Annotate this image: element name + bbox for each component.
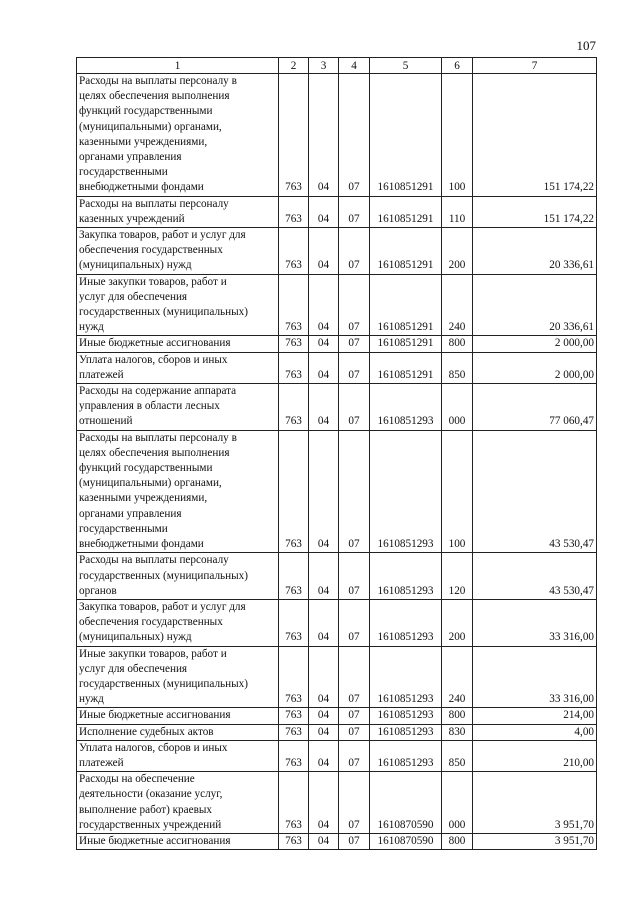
- expense-type-cell: 200: [442, 228, 473, 275]
- subsection-cell: 07: [339, 352, 370, 383]
- subsection-cell: 07: [339, 336, 370, 352]
- target-article-cell: 1610851291: [370, 74, 442, 197]
- ministry-code-cell: 763: [279, 599, 309, 646]
- target-article-cell: 1610851291: [370, 336, 442, 352]
- amount-cell: 33 316,00: [473, 646, 597, 708]
- expense-type-cell: 120: [442, 553, 473, 600]
- table-row: [77, 599, 597, 646]
- target-article-cell: 1610851293: [370, 553, 442, 600]
- expense-type-cell: 850: [442, 352, 473, 383]
- subsection-cell: 07: [339, 74, 370, 197]
- section-cell: 04: [309, 833, 339, 849]
- amount-cell: 33 316,00: [473, 599, 597, 646]
- subsection-cell: 07: [339, 708, 370, 724]
- column-header: 7: [473, 58, 597, 74]
- table-row: [77, 274, 597, 336]
- subsection-cell: 07: [339, 772, 370, 834]
- ministry-code-cell: 763: [279, 708, 309, 724]
- ministry-code-cell: 763: [279, 833, 309, 849]
- expense-type-cell: 200: [442, 599, 473, 646]
- expense-type-cell: 830: [442, 724, 473, 740]
- target-article-cell: 1610851293: [370, 740, 442, 771]
- subsection-cell: 07: [339, 599, 370, 646]
- description-cell: Исполнение судебных актов: [77, 724, 279, 740]
- expense-type-cell: 110: [442, 196, 473, 227]
- target-article-cell: 1610851293: [370, 724, 442, 740]
- description-cell: Иные бюджетные ассигнования: [77, 708, 279, 724]
- ministry-code-cell: 763: [279, 724, 309, 740]
- description-cell: Иные закупки товаров, работ и услуг для обеспечения государственных (муниципальных) нужд: [77, 646, 279, 708]
- section-cell: 04: [309, 772, 339, 834]
- section-cell: 04: [309, 646, 339, 708]
- description-cell: Иные закупки товаров, работ и услуг для обеспечения государственных (муниципальных) нужд: [77, 274, 279, 336]
- amount-cell: 3 951,70: [473, 772, 597, 834]
- amount-cell: 43 530,47: [473, 553, 597, 600]
- description-cell: Расходы на выплаты персоналу государственных (муниципальных) органов: [77, 553, 279, 600]
- table-row: [77, 384, 597, 431]
- table-row: [77, 833, 597, 849]
- amount-cell: 20 336,61: [473, 228, 597, 275]
- expense-type-cell: 850: [442, 740, 473, 771]
- description-cell: Закупка товаров, работ и услуг для обеспечения государственных (муниципальных) нужд: [77, 228, 279, 275]
- table-header-row: [77, 58, 597, 74]
- target-article-cell: 1610851293: [370, 646, 442, 708]
- column-header: 2: [279, 58, 309, 74]
- section-cell: 04: [309, 74, 339, 197]
- section-cell: 04: [309, 724, 339, 740]
- subsection-cell: 07: [339, 724, 370, 740]
- amount-cell: 210,00: [473, 740, 597, 771]
- expense-type-cell: 240: [442, 274, 473, 336]
- amount-cell: 151 174,22: [473, 196, 597, 227]
- amount-cell: 3 951,70: [473, 833, 597, 849]
- expense-type-cell: 800: [442, 708, 473, 724]
- subsection-cell: 07: [339, 553, 370, 600]
- table-row: [77, 430, 597, 553]
- table-row: [77, 196, 597, 227]
- expense-type-cell: 100: [442, 74, 473, 197]
- ministry-code-cell: 763: [279, 740, 309, 771]
- table-row: [77, 336, 597, 352]
- target-article-cell: 1610851291: [370, 274, 442, 336]
- description-cell: Иные бюджетные ассигнования: [77, 833, 279, 849]
- expense-type-cell: 240: [442, 646, 473, 708]
- amount-cell: 2 000,00: [473, 336, 597, 352]
- expense-type-cell: 000: [442, 772, 473, 834]
- table-row: [77, 646, 597, 708]
- ministry-code-cell: 763: [279, 384, 309, 431]
- table-row: [77, 772, 597, 834]
- column-header: 5: [370, 58, 442, 74]
- target-article-cell: 1610851291: [370, 352, 442, 383]
- description-cell: Расходы на выплаты персоналу в целях обеспечения выполнения функций государственными (муниципальными) органами, казенными учреждениями, органами управления государственными внебюджетными фондами: [77, 430, 279, 553]
- target-article-cell: 1610851293: [370, 599, 442, 646]
- section-cell: 04: [309, 228, 339, 275]
- target-article-cell: 1610870590: [370, 833, 442, 849]
- ministry-code-cell: 763: [279, 274, 309, 336]
- expense-type-cell: 800: [442, 336, 473, 352]
- section-cell: 04: [309, 336, 339, 352]
- amount-cell: 43 530,47: [473, 430, 597, 553]
- table-row: [77, 708, 597, 724]
- section-cell: 04: [309, 599, 339, 646]
- amount-cell: 2 000,00: [473, 352, 597, 383]
- section-cell: 04: [309, 430, 339, 553]
- section-cell: 04: [309, 274, 339, 336]
- subsection-cell: 07: [339, 646, 370, 708]
- description-cell: Уплата налогов, сборов и иных платежей: [77, 740, 279, 771]
- table-row: [77, 740, 597, 771]
- ministry-code-cell: 763: [279, 228, 309, 275]
- subsection-cell: 07: [339, 274, 370, 336]
- expense-type-cell: 000: [442, 384, 473, 431]
- ministry-code-cell: 763: [279, 352, 309, 383]
- subsection-cell: 07: [339, 833, 370, 849]
- section-cell: 04: [309, 708, 339, 724]
- subsection-cell: 07: [339, 384, 370, 431]
- amount-cell: 151 174,22: [473, 74, 597, 197]
- description-cell: Расходы на выплаты персоналу в целях обеспечения выполнения функций государственными (муниципальными) органами, казенными учреждениями, органами управления государственными внебюджетными фондами: [77, 74, 279, 197]
- expense-type-cell: 100: [442, 430, 473, 553]
- target-article-cell: 1610851293: [370, 384, 442, 431]
- column-header: 1: [77, 58, 279, 74]
- subsection-cell: 07: [339, 740, 370, 771]
- budget-table: [76, 57, 597, 850]
- ministry-code-cell: 763: [279, 336, 309, 352]
- target-article-cell: 1610851291: [370, 196, 442, 227]
- ministry-code-cell: 763: [279, 74, 309, 197]
- section-cell: 04: [309, 553, 339, 600]
- ministry-code-cell: 763: [279, 430, 309, 553]
- target-article-cell: 1610851291: [370, 228, 442, 275]
- target-article-cell: 1610870590: [370, 772, 442, 834]
- subsection-cell: 07: [339, 228, 370, 275]
- description-cell: Расходы на выплаты персоналу казенных учреждений: [77, 196, 279, 227]
- description-cell: Уплата налогов, сборов и иных платежей: [77, 352, 279, 383]
- column-header: 3: [309, 58, 339, 74]
- table-row: [77, 228, 597, 275]
- description-cell: Закупка товаров, работ и услуг для обеспечения государственных (муниципальных) нужд: [77, 599, 279, 646]
- description-cell: Расходы на обеспечение деятельности (оказание услуг, выполнение работ) краевых государственных учреждений: [77, 772, 279, 834]
- column-header: 6: [442, 58, 473, 74]
- description-cell: Иные бюджетные ассигнования: [77, 336, 279, 352]
- section-cell: 04: [309, 352, 339, 383]
- page-number: 107: [576, 38, 596, 53]
- subsection-cell: 07: [339, 196, 370, 227]
- subsection-cell: 07: [339, 430, 370, 553]
- amount-cell: 77 060,47: [473, 384, 597, 431]
- section-cell: 04: [309, 196, 339, 227]
- expense-type-cell: 800: [442, 833, 473, 849]
- column-header: 4: [339, 58, 370, 74]
- ministry-code-cell: 763: [279, 196, 309, 227]
- table-row: [77, 74, 597, 197]
- ministry-code-cell: 763: [279, 646, 309, 708]
- amount-cell: 214,00: [473, 708, 597, 724]
- ministry-code-cell: 763: [279, 553, 309, 600]
- table-row: [77, 553, 597, 600]
- section-cell: 04: [309, 384, 339, 431]
- target-article-cell: 1610851293: [370, 708, 442, 724]
- amount-cell: 4,00: [473, 724, 597, 740]
- target-article-cell: 1610851293: [370, 430, 442, 553]
- ministry-code-cell: 763: [279, 772, 309, 834]
- section-cell: 04: [309, 740, 339, 771]
- amount-cell: 20 336,61: [473, 274, 597, 336]
- description-cell: Расходы на содержание аппарата управления в области лесных отношений: [77, 384, 279, 431]
- table-row: [77, 724, 597, 740]
- table-row: [77, 352, 597, 383]
